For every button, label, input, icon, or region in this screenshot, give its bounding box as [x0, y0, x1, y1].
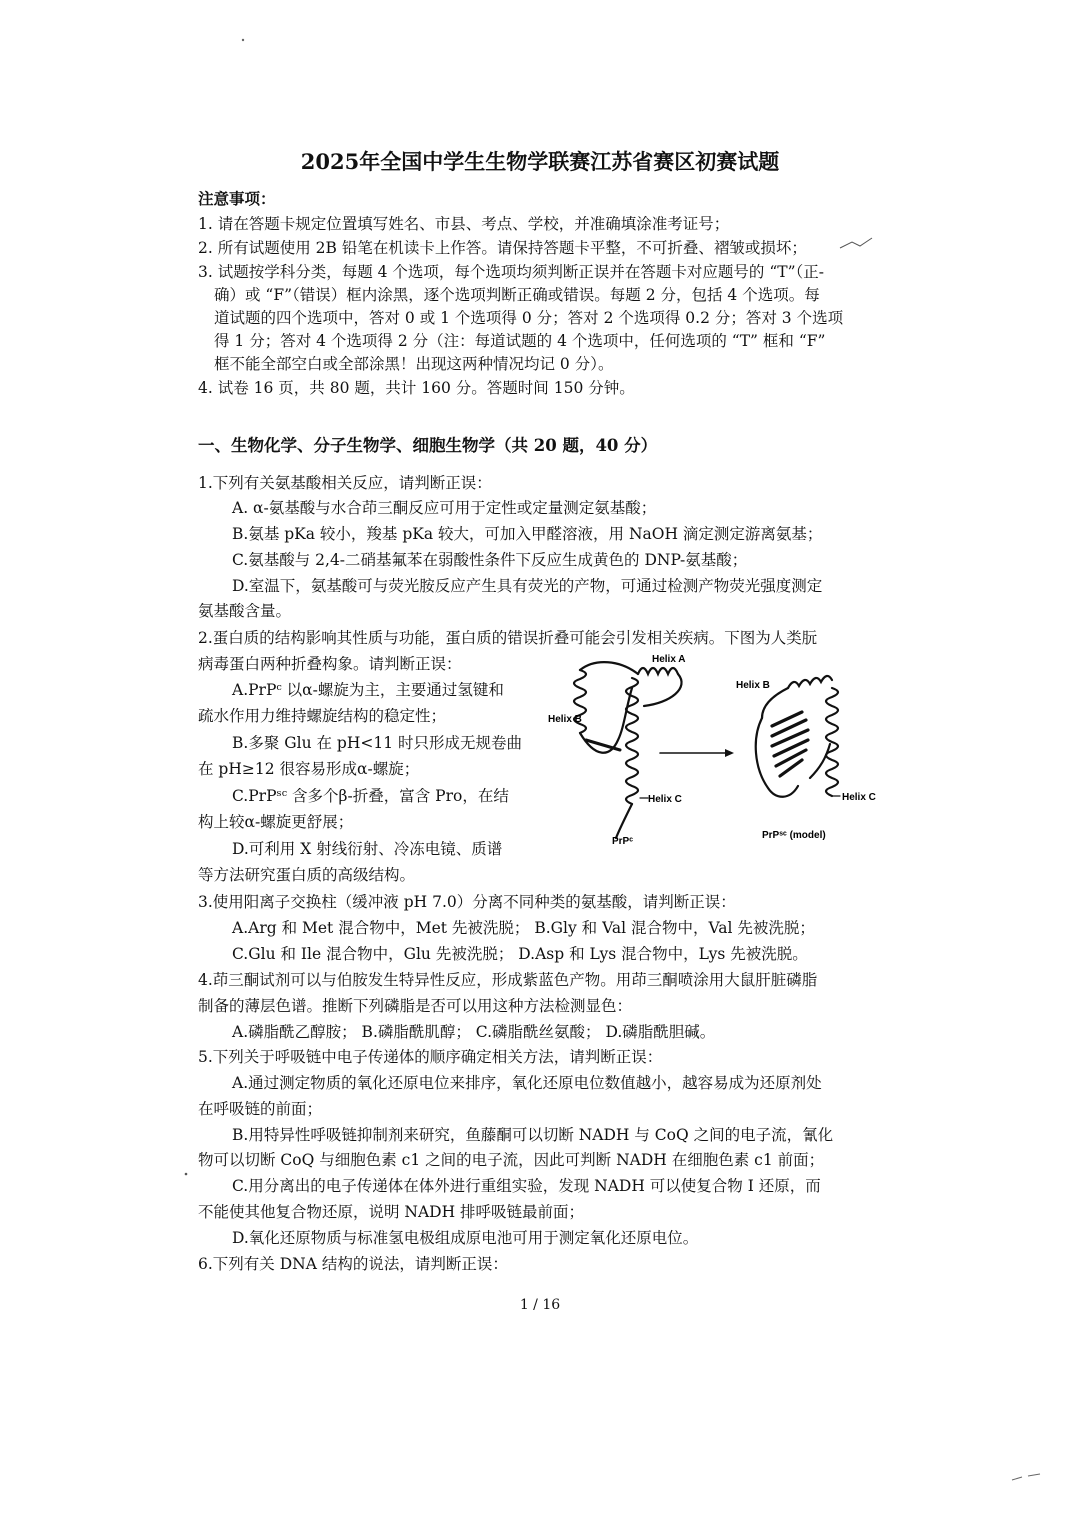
prpsc-helix-c	[826, 688, 838, 796]
scan-speck	[1010, 1472, 1046, 1484]
notice-item-3-line-5: 框不能全部空白或全部涂黑！出现这两种情况均记 0 分）。	[214, 355, 614, 373]
q2-option-d-line-1: D.可利用 X 射线衍射、冷冻电镜、质谱	[232, 840, 503, 858]
q2-stem-line-2: 病毒蛋白两种折叠构象。请判断正误：	[198, 655, 462, 673]
q2-option-d-line-2: 等方法研究蛋白质的高级结构。	[198, 866, 416, 884]
scan-speck	[238, 36, 248, 44]
q2-option-a-line-2: 疏水作用力维持螺旋结构的稳定性；	[198, 707, 447, 725]
q4-stem-line-1: 4.茚三酮试剂可以与伯胺发生特异性反应，形成紫蓝色产物。用茚三酮喷涂用大鼠肝脏磷脂	[198, 971, 818, 989]
q1-stem: 1.下列有关氨基酸相关反应，请判断正误：	[198, 474, 492, 492]
prpc-helix-c	[626, 678, 638, 804]
q3-stem: 3.使用阳离子交换柱（缓冲液 pH 7.0）分离不同种类的氨基酸，请判断正误：	[198, 893, 736, 911]
pencil-mark	[838, 236, 874, 252]
q2-stem-line-1: 2.蛋白质的结构影响其性质与功能，蛋白质的错误折叠可能会引发相关疾病。下图为人类朊	[198, 629, 818, 647]
q2-option-b-line-2: 在 pH≥12 很容易形成α-螺旋；	[198, 760, 420, 778]
q5-option-a-line-2: 在呼吸链的前面；	[198, 1100, 323, 1118]
page-title: 2025年全国中学生生物学联赛江苏省赛区初赛试题	[300, 149, 780, 174]
q5-option-b-line-2: 物可以切断 CoQ 与细胞色素 c1 之间的电子流，因此可判断 NADH 在细胞色素 c1 前面；	[198, 1151, 825, 1169]
prpc-helix-a	[638, 668, 678, 674]
q3-options-ab: A.Arg 和 Met 混合物中，Met 先被洗脱； B.Gly 和 Val 混合物中，Val 先被洗脱；	[232, 919, 815, 937]
q5-option-c-line-1: C.用分离出的电子传递体在体外进行重组实验，发现 NADH 可以使复合物 I 还原，而	[232, 1177, 821, 1195]
q1-option-d-line-2: 氨基酸含量。	[198, 602, 292, 620]
label-helix-b-left: Helix B	[548, 714, 582, 725]
notice-item-3-line-1: 3. 试题按学科分类，每题 4 个选项，每个选项均须判断正误并在答题卡对应题号的 “T”（正-	[198, 263, 825, 281]
q2-option-b-line-1: B.多聚 Glu 在 pH<11 时只形成无规卷曲	[232, 734, 522, 752]
q2-option-a-line-1: A.PrPᶜ 以α-螺旋为主，主要通过氢键和	[232, 681, 504, 699]
q4-options: A.磷脂酰乙醇胺； B.磷脂酰肌醇； C.磷脂酰丝氨酸； D.磷脂酰胆碱。	[232, 1023, 716, 1041]
q1-option-d-line-1: D.室温下，氨基酸可与荧光胺反应产生具有荧光的产物，可通过检测产物荧光强度测定	[232, 577, 823, 595]
notice-item-3-line-2: 确）或 “F”（错误）框内涂黑，逐个选项判断正确或错误。每题 2 分，包括 4 个选项。每	[214, 286, 820, 304]
q2-option-c-line-2: 构上较α-螺旋更舒展；	[198, 813, 354, 831]
label-prpsc-model: PrPˢᶜ (model)	[762, 830, 826, 841]
prpsc-helix-b	[788, 676, 832, 688]
label-helix-a: Helix A	[652, 654, 686, 665]
q5-stem: 5.下列关于呼吸链中电子传递体的顺序确定相关方法，请判断正误：	[198, 1048, 663, 1066]
q5-option-b-line-1: B.用特异性呼吸链抑制剂来研究，鱼藤酮可以切断 NADH 与 CoQ 之间的电子流，氰化	[232, 1126, 834, 1144]
q3-options-cd: C.Glu 和 Ile 混合物中，Glu 先被洗脱； D.Asp 和 Lys 混合物中，Lys 先被洗脱。	[232, 945, 808, 963]
q6-stem: 6.下列有关 DNA 结构的说法，请判断正误：	[198, 1255, 508, 1273]
scan-speck	[182, 1170, 190, 1178]
notice-heading: 注意事项：	[198, 189, 276, 208]
label-helix-c-left: Helix C	[648, 794, 682, 805]
q2-option-c-line-1: C.PrPˢᶜ 含多个β-折叠，富含 Pro，在结	[232, 787, 509, 805]
notice-item-3-line-3: 道试题的四个选项中，答对 0 或 1 个选项得 0 分；答对 2 个选项得 0.2 分；答对 3 个选项	[214, 309, 844, 327]
notice-item-1: 1. 请在答题卡规定位置填写姓名、市县、考点、学校，并准确填涂准考证号；	[198, 215, 730, 233]
prion-structure-figure	[540, 648, 892, 848]
notice-item-4: 4. 试卷 16 页，共 80 题，共计 160 分。答题时间 150 分钟。	[198, 379, 635, 397]
section-heading: 一、生物化学、分子生物学、细胞生物学（共 20 题，40 分）	[198, 436, 658, 455]
q1-option-b: B.氨基 pKa 较小，羧基 pKa 较大，可加入甲醛溶液，用 NaOH 滴定测定游离氨基；	[232, 525, 823, 543]
q1-option-a: A. α-氨基酸与水合茚三酮反应可用于定性或定量测定氨基酸；	[232, 499, 657, 517]
label-helix-c-right: Helix C	[842, 792, 876, 803]
q5-option-c-line-2: 不能使其他复合物还原，说明 NADH 排呼吸链最前面；	[198, 1203, 585, 1221]
notice-item-3-line-4: 得 1 分；答对 4 个选项得 2 分（注：每道试题的 4 个选项中，任何选项的 “T” 框和 “F”	[214, 332, 826, 350]
notice-item-2: 2. 所有试题使用 2B 铅笔在机读卡上作答。请保持答题卡平整，不可折叠、褶皱或损坏；	[198, 239, 807, 257]
q4-stem-line-2: 制备的薄层色谱。推断下列磷脂是否可以用这种方法检测显色：	[198, 997, 633, 1015]
label-prpc: PrPᶜ	[612, 836, 634, 847]
q1-option-c: C.氨基酸与 2,4-二硝基氟苯在弱酸性条件下反应生成黄色的 DNP-氨基酸；	[232, 551, 748, 569]
label-helix-b-right: Helix B	[736, 680, 770, 691]
q5-option-d: D.氧化还原物质与标准氢电极组成原电池可用于测定氧化还原电位。	[232, 1229, 699, 1247]
q5-option-a-line-1: A.通过测定物质的氧化还原电位来排序，氧化还原电位数值越小，越容易成为还原剂处	[232, 1074, 822, 1092]
page-number: 1 / 16	[519, 1297, 561, 1313]
prpsc-beta-sheets	[772, 712, 808, 776]
